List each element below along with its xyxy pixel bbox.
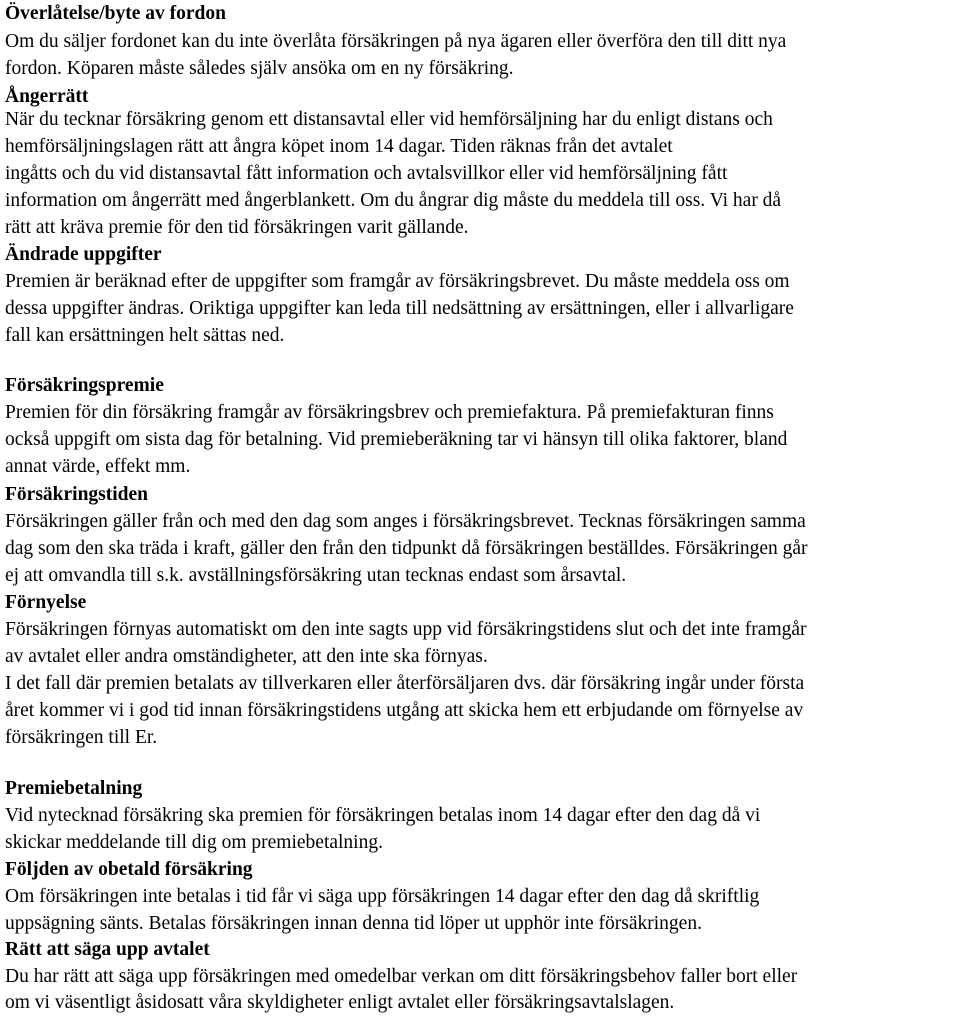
section-heading: Ångerrätt (5, 86, 89, 107)
body-text-line: information om ångerrätt med ångerblankett. Om du ångrar dig måste du meddela till oss. Vi har då (5, 190, 782, 211)
body-text-line: om vi väsentligt åsidosatt våra skyldigheter enligt avtalet eller försäkringsavtalslagen. (5, 992, 675, 1013)
body-text-line: dag som den ska träda i kraft, gäller den från den tidpunkt då försäkringen beställdes. Försäkringen går (5, 538, 808, 559)
body-text-line: fordon. Köparen måste således själv ansöka om en ny försäkring. (5, 58, 514, 79)
section-heading: Försäkringspremie (5, 375, 164, 396)
section-heading: Förnyelse (5, 592, 87, 613)
body-text-line: rätt att kräva premie för den tid försäkringen varit gällande. (5, 217, 469, 238)
body-text-line: av avtalet eller andra omständigheter, att den inte ska förnyas. (5, 646, 488, 667)
body-text-line: När du tecknar försäkring genom ett distansavtal eller vid hemförsäljning har du enligt distans och (5, 109, 773, 130)
body-text-line: Försäkringen förnyas automatiskt om den inte sagts upp vid försäkringstidens slut och det inte framgår (5, 619, 807, 640)
body-text-line: Premien är beräknad efter de uppgifter som framgår av försäkringsbrevet. Du måste meddela oss om (5, 271, 790, 292)
body-text-line: också uppgift om sista dag för betalning. Vid premieberäkning tar vi hänsyn till olika faktorer, bland (5, 429, 788, 450)
body-text-line: I det fall där premien betalats av tillverkaren eller återförsäljaren dvs. där försäkring ingår under första (5, 673, 805, 694)
body-text-line: Om försäkringen inte betalas i tid får vi säga upp försäkringen 14 dagar efter den dag då skriftlig (5, 886, 760, 907)
section-heading: Ändrade uppgifter (5, 244, 162, 265)
body-text-line: Premien för din försäkring framgår av försäkringsbrev och premiefaktura. På premiefakturan finns (5, 402, 774, 423)
body-text-line: uppsägning sänts. Betalas försäkringen innan denna tid löper ut upphör inte försäkringen. (5, 913, 702, 934)
body-text-line: hemförsäljningslagen rätt att ångra köpet inom 14 dagar. Tiden räknas från det avtalet (5, 136, 673, 157)
body-text-line: Vid nytecknad försäkring ska premien för försäkringen betalas inom 14 dagar efter den dag då vi (5, 805, 761, 826)
body-text-line: fall kan ersättningen helt sättas ned. (5, 325, 285, 346)
body-text-line: Försäkringen gäller från och med den dag som anges i försäkringsbrevet. Tecknas försäkringen samma (5, 511, 806, 532)
body-text-line: ingåtts och du vid distansavtal fått information och avtalsvillkor eller vid hemförsäljning fått (5, 163, 728, 184)
body-text-line: Om du säljer fordonet kan du inte överlåta försäkringen på nya ägaren eller överföra den till ditt nya (5, 31, 787, 52)
section-heading: Överlåtelse/byte av fordon (5, 3, 226, 24)
body-text-line: Du har rätt att säga upp försäkringen med omedelbar verkan om ditt försäkringsbehov faller bort eller (5, 966, 798, 987)
body-text-line: skickar meddelande till dig om premiebetalning. (5, 832, 383, 853)
section-heading: Följden av obetald försäkring (5, 859, 253, 880)
body-text-line: försäkringen till Er. (5, 727, 158, 748)
body-text-line: dessa uppgifter ändras. Oriktiga uppgifter kan leda till nedsättning av ersättningen, eller i allvarligare (5, 298, 794, 319)
section-heading: Premiebetalning (5, 778, 143, 799)
body-text-line: annat värde, effekt mm. (5, 456, 191, 477)
body-text-line: ej att omvandla till s.k. avställningsförsäkring utan tecknas endast som årsavtal. (5, 565, 627, 586)
section-heading: Rätt att säga upp avtalet (5, 939, 210, 960)
section-heading: Försäkringstiden (5, 484, 149, 505)
body-text-line: året kommer vi i god tid innan försäkringstidens utgång att skicka hem ett erbjudande om förnyelse av (5, 700, 804, 721)
